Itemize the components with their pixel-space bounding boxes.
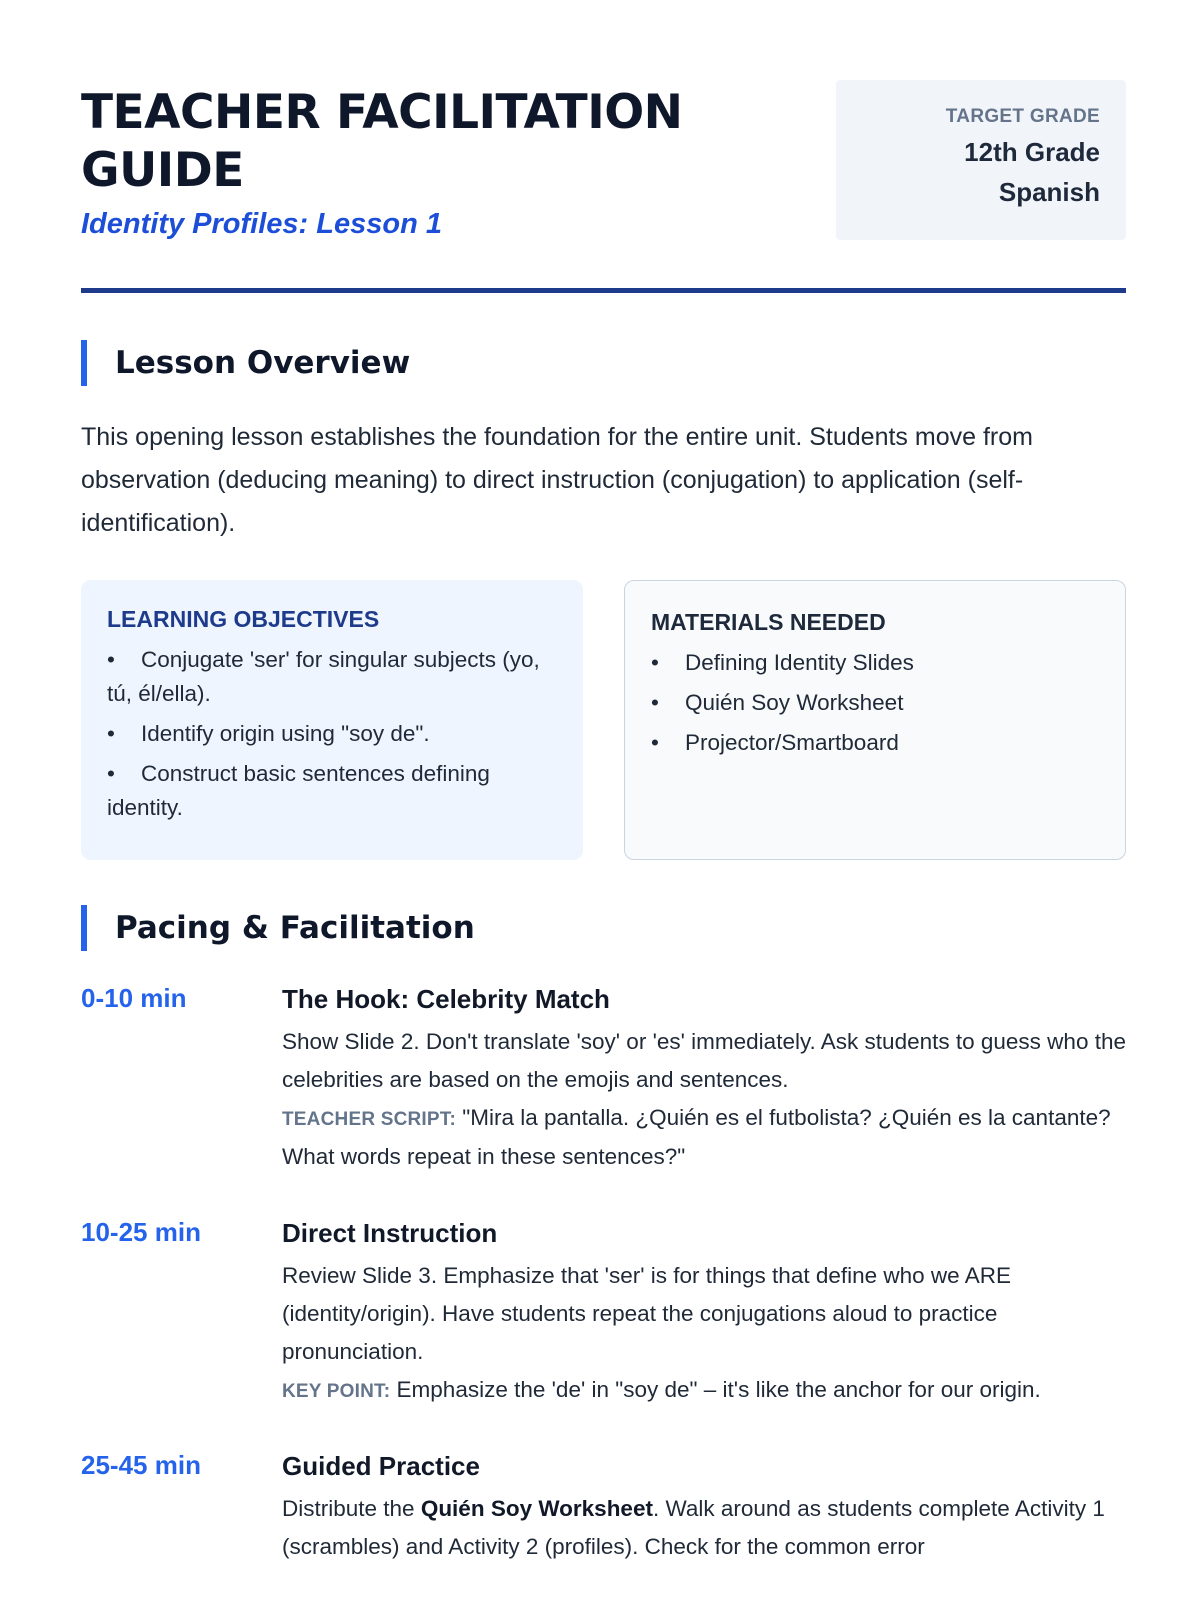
list-item: • Conjugate 'ser' for singular subjects (yo, tú, él/ella). bbox=[107, 643, 557, 711]
grade-value-line2: Spanish bbox=[998, 177, 1100, 207]
list-item: • Identify origin using "soy de". bbox=[107, 717, 557, 751]
step-title: The Hook: Celebrity Match bbox=[282, 984, 610, 1014]
lesson-subtitle: Identity Profiles: Lesson 1 bbox=[81, 208, 442, 240]
step-time: 10-25 min bbox=[81, 1217, 201, 1247]
key-point-text: Emphasize the 'de' in "soy de" – it's like the anchor for our origin. bbox=[396, 1377, 1041, 1402]
list-item: • Construct basic sentences defining identity. bbox=[107, 757, 557, 825]
teacher-script-text: "Mira la pantalla. ¿Quién es el futbolista? ¿Quién es la cantante? What words repeat in these sentences?" bbox=[282, 1105, 1111, 1169]
list-item: • Quién Soy Worksheet bbox=[651, 686, 1099, 720]
target-grade-label: TARGET GRADE bbox=[945, 106, 1100, 127]
step-body bbox=[282, 1217, 1126, 1410]
step-title: Guided Practice bbox=[282, 1451, 480, 1481]
bullet-icon: • bbox=[651, 650, 659, 675]
key-point-label: KEY POINT: bbox=[282, 1381, 391, 1402]
worksheet-name: Quién Soy Worksheet bbox=[420, 1496, 653, 1521]
step-title: Direct Instruction bbox=[282, 1218, 498, 1248]
step-body bbox=[282, 983, 1126, 1175]
target-grade-box bbox=[836, 80, 1126, 240]
bullet-icon: • bbox=[107, 761, 115, 786]
header-divider bbox=[81, 288, 1126, 293]
objectives-list bbox=[107, 643, 557, 825]
step-body bbox=[282, 1450, 1126, 1566]
guide-page bbox=[81, 80, 1126, 1559]
step-text: Review Slide 3. Emphasize that 'ser' is for things that define who we ARE (identity/origin). Have students repeat the conjugations aloud to practice pronunciation. bbox=[282, 1263, 1011, 1364]
list-item: • Projector/Smartboard bbox=[651, 726, 1099, 760]
materials-heading: MATERIALS NEEDED bbox=[651, 609, 886, 635]
learning-objectives-card bbox=[81, 580, 583, 860]
overview-text: This opening lesson establishes the foundation for the entire unit. Students move from observation (deducing meaning) to direct instruction (conjugation) to application (self-identification). bbox=[81, 423, 1033, 537]
step-time: 0-10 min bbox=[81, 983, 187, 1013]
materials-needed-card bbox=[624, 580, 1126, 860]
list-item: • Defining Identity Slides bbox=[651, 646, 1099, 680]
section-heading-overview: Lesson Overview bbox=[81, 340, 410, 386]
step-time: 25-45 min bbox=[81, 1450, 201, 1480]
guide-header bbox=[81, 80, 1126, 290]
objectives-heading: LEARNING OBJECTIVES bbox=[107, 606, 380, 632]
materials-list bbox=[651, 646, 1099, 760]
bullet-icon: • bbox=[107, 647, 115, 672]
step-text: Distribute the Quién Soy Worksheet. Walk around as students complete Activity 1 (scrambles) and Activity 2 (profiles). Check for the common error bbox=[282, 1496, 1105, 1559]
section-heading-pacing: Pacing & Facilitation bbox=[81, 905, 475, 951]
step-text: Show Slide 2. Don't translate 'soy' or 'es' immediately. Ask students to guess who the celebrities are based on the emojis and sentences. bbox=[282, 1029, 1126, 1092]
teacher-script-label: TEACHER SCRIPT: bbox=[282, 1109, 457, 1130]
step-note bbox=[282, 1099, 1126, 1175]
page-title: TEACHER FACILITATION GUIDE bbox=[81, 85, 683, 198]
grade-value-line1: 12th Grade bbox=[964, 137, 1100, 167]
bullet-icon: • bbox=[107, 721, 115, 746]
bullet-icon: • bbox=[651, 730, 659, 755]
bullet-icon: • bbox=[651, 690, 659, 715]
step-note bbox=[282, 1371, 1126, 1410]
target-grade-value bbox=[836, 132, 1100, 212]
